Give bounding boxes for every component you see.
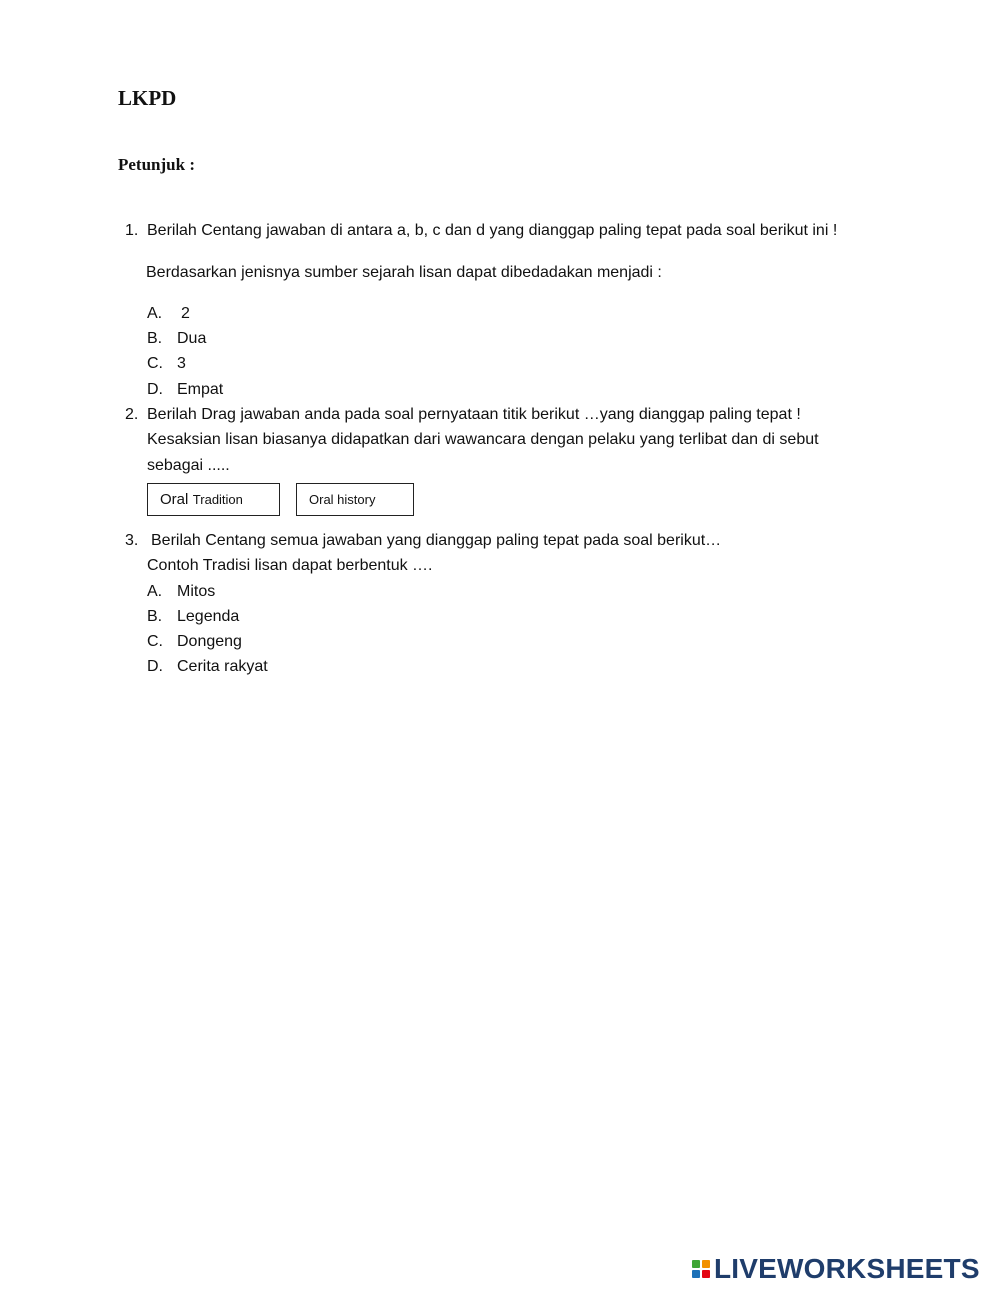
option-text: 3 (177, 355, 186, 372)
option-letter: D. (147, 381, 163, 398)
option-letter: A. (147, 305, 163, 322)
question-instruction: Berilah Drag jawaban anda pada soal pernyataan titik berikut …yang dianggap paling tepat ! (147, 406, 801, 423)
option-letter: C. (147, 355, 163, 372)
question-instruction: Berilah Centang jawaban di antara a, b, c dan d yang dianggap paling tepat pada soal berikut ini ! (147, 222, 838, 239)
option-text: 2 (181, 305, 190, 322)
drag-option-oral-tradition[interactable] (147, 483, 280, 516)
liveworksheets-logo (692, 1253, 980, 1285)
drag-option-text: Oral history (309, 492, 376, 507)
option-text: Mitos (177, 583, 216, 600)
logo-square (702, 1270, 710, 1278)
question-prompt: Contoh Tradisi lisan dapat berbentuk …. (147, 557, 433, 574)
option-text: Legenda (177, 608, 240, 625)
question-prompt: Berdasarkan jenisnya sumber sejarah lisan dapat dibedadakan menjadi : (146, 264, 662, 281)
option-letter: B. (147, 608, 163, 625)
page-title: LKPD (118, 86, 177, 110)
option-letter: B. (147, 330, 163, 347)
option-text: Empat (177, 381, 224, 398)
logo-square (702, 1260, 710, 1268)
question-instruction: Berilah Centang semua jawaban yang dianggap paling tepat pada soal berikut… (151, 532, 722, 549)
drag-option-oral-history[interactable] (296, 483, 414, 516)
logo-square (692, 1260, 700, 1268)
instructions-heading: Petunjuk : (118, 155, 195, 174)
question-prompt-line-1: Kesaksian lisan biasanya didapatkan dari wawancara dengan pelaku yang terlibat dan di sebut (147, 431, 819, 448)
logo-square (692, 1270, 700, 1278)
option-text: Dongeng (177, 633, 242, 650)
logo-text: LIVEWORKSHEETS (714, 1253, 980, 1284)
option-letter: A. (147, 583, 163, 600)
question-number: 3. (125, 532, 139, 549)
option-letter: C. (147, 633, 163, 650)
question-number: 1. (125, 222, 139, 239)
question-number: 2. (125, 406, 139, 423)
question-prompt-line-2: sebagai ..... (147, 457, 230, 474)
option-letter: D. (147, 658, 163, 675)
liveworksheets-logo-icon (692, 1260, 710, 1278)
option-text: Dua (177, 330, 207, 347)
option-text: Cerita rakyat (177, 658, 268, 675)
drag-option-text: Tradition (192, 492, 243, 507)
drag-option-text: Oral (160, 491, 189, 508)
